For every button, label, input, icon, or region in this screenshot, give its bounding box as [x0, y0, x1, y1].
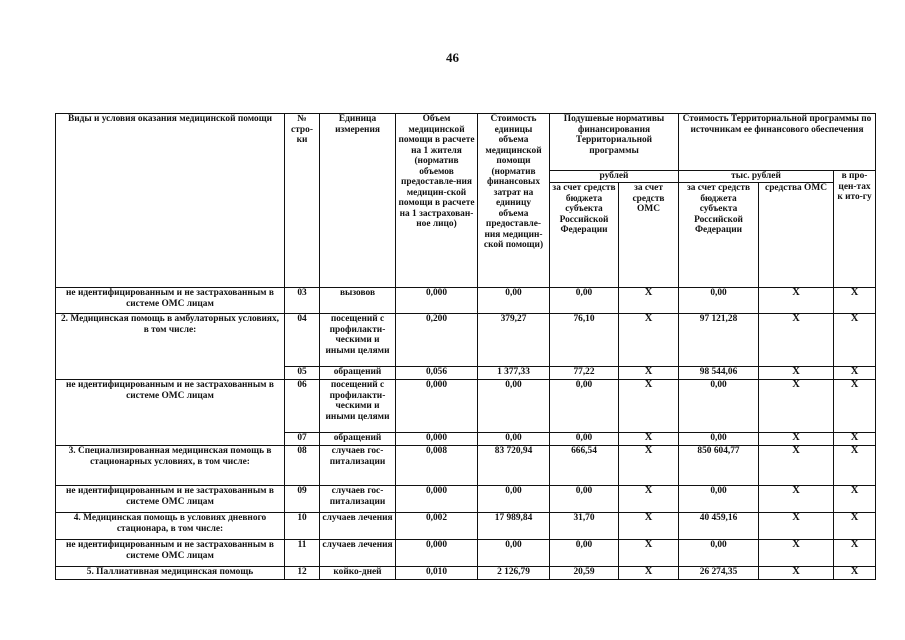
- row-unit: случаев гос-питализации: [320, 446, 396, 486]
- row-budget-rub: 0,00: [550, 380, 619, 433]
- row-cost: 1 377,33: [478, 367, 550, 380]
- row-unit: вызовов: [320, 288, 396, 314]
- row-cost: 0,00: [478, 540, 550, 567]
- row-oms-thousand: X: [759, 288, 834, 314]
- row-budget-thousand: 98 544,06: [679, 367, 759, 380]
- row-percent: X: [834, 314, 876, 367]
- row-oms-rub: X: [619, 367, 679, 380]
- row-oms-thousand: X: [759, 314, 834, 367]
- row-percent: X: [834, 433, 876, 446]
- row-oms-thousand: X: [759, 367, 834, 380]
- row-budget-rub: 76,10: [550, 314, 619, 367]
- row-line: 12: [285, 567, 320, 580]
- row-budget-rub: 31,70: [550, 513, 619, 540]
- row-cost: 83 720,94: [478, 446, 550, 486]
- page-number: 46: [446, 50, 459, 65]
- row-volume: 0,056: [396, 367, 478, 380]
- row-line: 04: [285, 314, 320, 367]
- row-oms-rub: X: [619, 314, 679, 367]
- row-cost: 0,00: [478, 288, 550, 314]
- row-name: 3. Специализированная медицинская помощь в стационарных условиях, в том числе:: [56, 446, 285, 486]
- row-budget-rub: 0,00: [550, 433, 619, 446]
- row-oms-thousand: X: [759, 486, 834, 513]
- row-percent: X: [834, 367, 876, 380]
- row-budget-rub: 666,54: [550, 446, 619, 486]
- row-unit: посещений с профилакти-ческими и иными целями: [320, 314, 396, 367]
- header-percent: в про-цен-тах к ито-гу: [834, 171, 876, 288]
- row-name: 4. Медицинская помощь в условиях дневного стационара, в том числе:: [56, 513, 285, 540]
- row-budget-thousand: 97 121,28: [679, 314, 759, 367]
- row-oms-thousand: X: [759, 433, 834, 446]
- row-oms-thousand: X: [759, 446, 834, 486]
- header-budget-rub: за счет средств бюджета субъекта Российской Федерации: [550, 183, 619, 288]
- row-oms-rub: X: [619, 567, 679, 580]
- financing-table: [55, 113, 876, 580]
- row-oms-rub: X: [619, 433, 679, 446]
- row-oms-rub: X: [619, 540, 679, 567]
- row-line: 07: [285, 433, 320, 446]
- header-program-cost: Стоимость Территориальной программы по источникам ее финансового обеспечения: [679, 114, 876, 171]
- row-cost: 0,00: [478, 433, 550, 446]
- row-oms-rub: X: [619, 446, 679, 486]
- row-cost: 0,00: [478, 486, 550, 513]
- row-budget-rub: 20,59: [550, 567, 619, 580]
- row-percent: X: [834, 446, 876, 486]
- table-row: [56, 446, 876, 486]
- row-budget-thousand: 0,00: [679, 433, 759, 446]
- table-row: [56, 486, 876, 513]
- row-oms-rub: X: [619, 288, 679, 314]
- row-budget-thousand: 0,00: [679, 288, 759, 314]
- row-volume: 0,000: [396, 288, 478, 314]
- row-percent: X: [834, 567, 876, 580]
- header-types: Виды и условия оказания медицинской помощи: [56, 114, 285, 288]
- header-volume: Объем медицинской помощи в расчете на 1 жителя (норматив объемов предоставле-ния медицин-ской помощи в расчете на 1 застрахован-ное лицо): [396, 114, 478, 288]
- table-row: [56, 380, 876, 433]
- row-line: 03: [285, 288, 320, 314]
- row-unit: случаев гос-питализации: [320, 486, 396, 513]
- row-volume: 0,000: [396, 486, 478, 513]
- row-volume: 0,008: [396, 446, 478, 486]
- row-oms-thousand: X: [759, 567, 834, 580]
- row-budget-rub: 0,00: [550, 288, 619, 314]
- header-oms-rub: за счет средств ОМС: [619, 183, 679, 288]
- row-budget-thousand: 850 604,77: [679, 446, 759, 486]
- row-budget-thousand: 0,00: [679, 540, 759, 567]
- row-budget-thousand: 40 459,16: [679, 513, 759, 540]
- row-line: 10: [285, 513, 320, 540]
- row-volume: 0,000: [396, 433, 478, 446]
- header-oms-thousand: средства ОМС: [759, 183, 834, 288]
- row-unit: обращений: [320, 433, 396, 446]
- table-row: [56, 288, 876, 314]
- header-unit: Единица измерения: [320, 114, 396, 288]
- row-unit: обращений: [320, 367, 396, 380]
- table-row: [56, 540, 876, 567]
- row-oms-rub: X: [619, 380, 679, 433]
- row-budget-thousand: 26 274,35: [679, 567, 759, 580]
- row-percent: X: [834, 513, 876, 540]
- row-name: не идентифицированным и не застрахованным в системе ОМС лицам: [56, 486, 285, 513]
- row-volume: 0,010: [396, 567, 478, 580]
- row-budget-rub: 0,00: [550, 540, 619, 567]
- row-budget-rub: 77,22: [550, 367, 619, 380]
- row-line: 06: [285, 380, 320, 433]
- row-name: не идентифицированным и не застрахованным в системе ОМС лицам: [56, 288, 285, 314]
- row-cost: 17 989,84: [478, 513, 550, 540]
- row-unit: случаев лечения: [320, 540, 396, 567]
- row-budget-thousand: 0,00: [679, 380, 759, 433]
- row-unit: случаев лечения: [320, 513, 396, 540]
- row-name: 2. Медицинская помощь в амбулаторных условиях, в том числе:: [56, 314, 285, 380]
- row-volume: 0,200: [396, 314, 478, 367]
- header-per-capita: Подушевые нормативы финансирования Территориальной программы: [550, 114, 679, 171]
- row-line: 05: [285, 367, 320, 380]
- row-name: не идентифицированным и не застрахованным в системе ОМС лицам: [56, 540, 285, 567]
- row-oms-thousand: X: [759, 380, 834, 433]
- row-name: 5. Паллиативная медицинская помощь: [56, 567, 285, 580]
- row-line: 11: [285, 540, 320, 567]
- table-header-row: [56, 114, 876, 171]
- header-thousand-rubles: тыс. рублей: [679, 171, 834, 183]
- row-unit: посещений с профилакти-ческими и иными целями: [320, 380, 396, 433]
- row-unit: койко-дней: [320, 567, 396, 580]
- row-percent: X: [834, 486, 876, 513]
- header-cost: Стоимость единицы объема медицинской помощи (норматив финансовых затрат на единицу объема предоставле-ния медицин-ской помощи): [478, 114, 550, 288]
- row-budget-rub: 0,00: [550, 486, 619, 513]
- row-oms-rub: X: [619, 486, 679, 513]
- row-percent: X: [834, 380, 876, 433]
- row-percent: X: [834, 540, 876, 567]
- row-volume: 0,000: [396, 540, 478, 567]
- header-rubles: рублей: [550, 171, 679, 183]
- row-name: не идентифицированным и не застрахованным в системе ОМС лицам: [56, 380, 285, 446]
- row-cost: 2 126,79: [478, 567, 550, 580]
- row-percent: X: [834, 288, 876, 314]
- table-row: [56, 567, 876, 580]
- row-cost: 0,00: [478, 380, 550, 433]
- table-row: [56, 314, 876, 367]
- row-cost: 379,27: [478, 314, 550, 367]
- row-volume: 0,002: [396, 513, 478, 540]
- row-oms-rub: X: [619, 513, 679, 540]
- row-line: 08: [285, 446, 320, 486]
- row-oms-thousand: X: [759, 540, 834, 567]
- row-oms-thousand: X: [759, 513, 834, 540]
- header-row-number: № стро-ки: [285, 114, 320, 288]
- table-row: [56, 513, 876, 540]
- header-budget-thousand: за счет средств бюджета субъекта Российской Федерации: [679, 183, 759, 288]
- row-volume: 0,000: [396, 380, 478, 433]
- row-budget-thousand: 0,00: [679, 486, 759, 513]
- row-line: 09: [285, 486, 320, 513]
